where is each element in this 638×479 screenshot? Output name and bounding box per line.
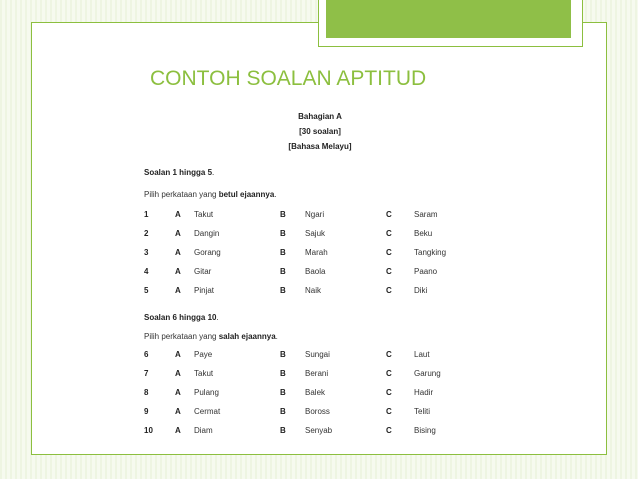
slide-title: CONTOH SOALAN APTITUD	[150, 67, 427, 90]
option-c-word: Tangking	[414, 248, 447, 257]
option-b-word: Marah	[305, 248, 328, 257]
option-a-label: A	[175, 248, 181, 257]
option-c-word: Beku	[414, 229, 433, 238]
doc-subject: [Bahasa Melayu]	[288, 142, 352, 151]
option-c-word: Saram	[414, 210, 438, 219]
option-c-label: C	[386, 350, 392, 359]
option-b-label: B	[280, 267, 286, 276]
option-c-label: C	[386, 229, 392, 238]
option-c-word: Hadir	[414, 388, 434, 397]
question-number: 9	[144, 407, 149, 416]
question-row	[144, 407, 564, 421]
option-a-label: A	[175, 407, 181, 416]
option-b-label: B	[280, 407, 286, 416]
option-b-label: B	[280, 229, 286, 238]
option-a-label: A	[175, 286, 181, 295]
option-b-label: B	[280, 210, 286, 219]
option-a-word: Gitar	[194, 267, 212, 276]
option-c-label: C	[386, 369, 392, 378]
doc-question-count: [30 soalan]	[299, 127, 341, 136]
option-c-word: Bising	[414, 426, 436, 435]
section2-title	[144, 313, 219, 322]
option-b-label: B	[280, 248, 286, 257]
option-a-word: Gorang	[194, 248, 221, 257]
question-number: 6	[144, 350, 149, 359]
option-b-word: Boross	[305, 407, 330, 416]
option-a-word: Takut	[194, 210, 214, 219]
question-number: 4	[144, 267, 149, 276]
question-row	[144, 388, 564, 402]
option-a-label: A	[175, 369, 181, 378]
question-number: 8	[144, 388, 149, 397]
option-b-label: B	[280, 369, 286, 378]
option-a-word: Cermat	[194, 407, 221, 416]
option-b-label: B	[280, 388, 286, 397]
section1-instruction-tail: .	[274, 190, 277, 199]
option-a-label: A	[175, 350, 181, 359]
decorative-accent-block	[326, 0, 571, 38]
option-b-label: B	[280, 286, 286, 295]
option-b-word: Berani	[305, 369, 329, 378]
question-number: 1	[144, 210, 149, 219]
section1-instruction	[144, 190, 277, 199]
question-row	[144, 267, 564, 281]
section2-instruction-tail: .	[275, 332, 278, 341]
option-a-label: A	[175, 426, 181, 435]
option-a-word: Takut	[194, 369, 214, 378]
question-number: 7	[144, 369, 149, 378]
option-b-word: Baola	[305, 267, 326, 276]
option-b-word: Balek	[305, 388, 326, 397]
question-row	[144, 369, 564, 383]
option-b-word: Sajuk	[305, 229, 326, 238]
question-number: 2	[144, 229, 149, 238]
option-c-label: C	[386, 286, 392, 295]
option-c-word: Diki	[414, 286, 428, 295]
option-a-label: A	[175, 267, 181, 276]
option-c-label: C	[386, 407, 392, 416]
option-c-label: C	[386, 426, 392, 435]
question-row	[144, 229, 564, 243]
option-a-word: Diam	[194, 426, 213, 435]
question-number: 5	[144, 286, 149, 295]
option-c-word: Laut	[414, 350, 430, 359]
option-c-label: C	[386, 248, 392, 257]
option-a-word: Dangin	[194, 229, 220, 238]
question-row	[144, 350, 564, 364]
section1-title	[144, 168, 214, 177]
option-c-word: Teliti	[414, 407, 431, 416]
section2-title-bold: Soalan 6 hingga 10	[144, 313, 217, 322]
section1-title-bold: Soalan 1 hingga 5	[144, 168, 213, 177]
question-row	[144, 286, 564, 300]
question-row	[144, 210, 564, 224]
section2-instruction-bold: salah ejaannya	[218, 332, 276, 341]
option-c-label: C	[386, 210, 392, 219]
question-number: 3	[144, 248, 149, 257]
option-c-word: Paano	[414, 267, 438, 276]
question-number: 10	[144, 426, 153, 435]
option-b-label: B	[280, 350, 286, 359]
option-a-word: Pulang	[194, 388, 219, 397]
option-a-label: A	[175, 388, 181, 397]
section2-title-tail: .	[216, 313, 219, 322]
option-a-label: A	[175, 210, 181, 219]
section1-title-tail: .	[212, 168, 215, 177]
section2-instruction	[144, 332, 278, 341]
doc-section-heading: Bahagian A	[298, 112, 342, 121]
option-c-label: C	[386, 388, 392, 397]
option-c-label: C	[386, 267, 392, 276]
option-b-word: Senyab	[305, 426, 333, 435]
option-a-label: A	[175, 229, 181, 238]
option-c-word: Garung	[414, 369, 441, 378]
section1-instruction-prefix: Pilih perkataan yang	[144, 190, 219, 199]
option-b-word: Ngari	[305, 210, 325, 219]
option-b-label: B	[280, 426, 286, 435]
question-row	[144, 426, 564, 440]
option-b-word: Sungai	[305, 350, 330, 359]
option-a-word: Pinjat	[194, 286, 215, 295]
option-a-word: Paye	[194, 350, 213, 359]
option-b-word: Naik	[305, 286, 322, 295]
section2-instruction-prefix: Pilih perkataan yang	[144, 332, 219, 341]
question-row	[144, 248, 564, 262]
section1-instruction-bold: betul ejaannya	[218, 190, 275, 199]
